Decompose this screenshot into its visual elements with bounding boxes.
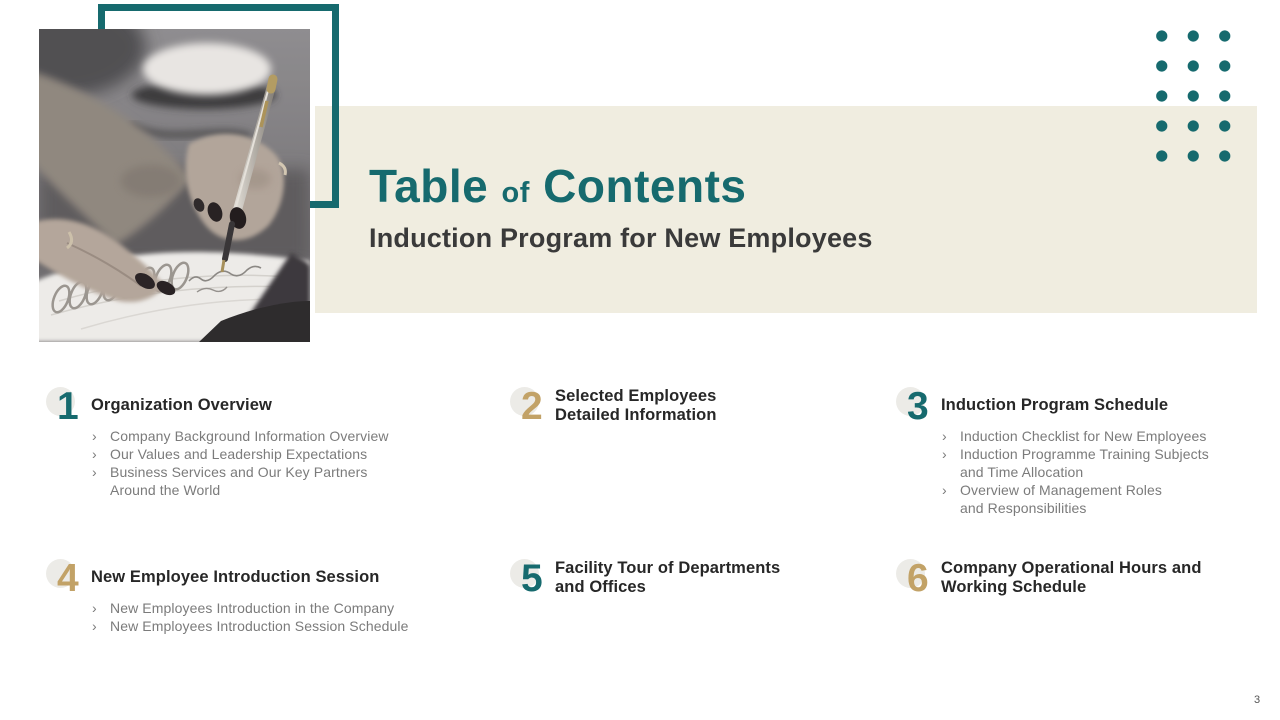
- subtopic-line: and Responsibilities: [960, 500, 1087, 516]
- toc-section-4: [46, 558, 408, 635]
- section-title-line: New Employee Introduction Session: [91, 568, 380, 586]
- section-title-line: Selected Employees: [555, 386, 717, 405]
- section-title-line: Detailed Information: [555, 405, 717, 424]
- subtopic-line: New Employees Introduction Session Schedule: [110, 618, 409, 634]
- section-number-wrap: [510, 558, 555, 600]
- chevron-bullet-icon: ›: [92, 428, 97, 444]
- section-number-wrap: [510, 386, 555, 428]
- subtopic-line: Our Values and Leadership Expectations: [110, 446, 368, 462]
- section-title-line: and Offices: [555, 577, 646, 596]
- section-subtopics: [941, 427, 1209, 517]
- subtopic-item: [91, 463, 389, 499]
- section-title-line: Induction Program Schedule: [941, 396, 1169, 414]
- chevron-bullet-icon: ›: [942, 482, 947, 498]
- section-number: 4: [57, 557, 79, 600]
- section-number-wrap: [46, 386, 91, 428]
- title-word-table: Table: [369, 160, 489, 212]
- dots-grid-decoration: [1146, 21, 1241, 171]
- section-title: [941, 558, 1202, 597]
- subtopic-line: Business Services and Our Key Partners: [110, 464, 368, 480]
- subtopic-line: New Employees Introduction in the Company: [110, 600, 395, 616]
- section-title: [941, 386, 1209, 425]
- subtopic-item: [941, 481, 1209, 517]
- subtopic-item: [941, 445, 1209, 481]
- toc-section-1: [46, 386, 389, 499]
- toc-section-6: [896, 558, 1202, 600]
- section-title: [555, 558, 780, 597]
- section-number: 5: [521, 557, 543, 600]
- hands-writing-photo: [39, 29, 310, 342]
- chevron-bullet-icon: ›: [92, 618, 97, 634]
- chevron-bullet-icon: ›: [92, 464, 97, 480]
- toc-section-5: [510, 558, 780, 600]
- section-number: 6: [907, 557, 929, 600]
- section-subtopics: [91, 427, 389, 499]
- subtopic-line: Company Background Information Overview: [110, 428, 389, 444]
- subtopic-item: [91, 617, 408, 635]
- subtopic-item: [941, 427, 1209, 445]
- toc-section-2: [510, 386, 717, 428]
- chevron-bullet-icon: ›: [92, 600, 97, 616]
- section-number: 2: [521, 385, 543, 428]
- section-title: [91, 386, 389, 425]
- section-number: 3: [907, 385, 929, 428]
- section-title-line: Facility Tour of Departments: [555, 558, 781, 577]
- section-number: 1: [57, 385, 79, 428]
- slide-header: [369, 160, 873, 254]
- section-title-line: Organization Overview: [91, 396, 272, 414]
- hands-writing-illustration: [39, 29, 310, 342]
- section-title-line: Working Schedule: [941, 577, 1087, 596]
- page-title: [369, 160, 873, 219]
- chevron-bullet-icon: ›: [942, 446, 947, 462]
- title-word-of: of: [501, 177, 530, 209]
- chevron-bullet-icon: ›: [942, 428, 947, 444]
- section-number-wrap: [896, 386, 941, 428]
- toc-section-3: [896, 386, 1209, 517]
- page-subtitle: Induction Program for New Employees: [369, 223, 873, 253]
- title-word-contents: Contents: [543, 160, 747, 212]
- subtopic-line: Induction Checklist for New Employees: [960, 428, 1207, 444]
- section-number-wrap: [896, 558, 941, 600]
- chevron-bullet-icon: ›: [92, 446, 97, 462]
- subtopic-item: [91, 445, 389, 463]
- section-number-wrap: [46, 558, 91, 600]
- subtopic-line: Induction Programme Training Subjects: [960, 446, 1209, 462]
- subtopic-line: and Time Allocation: [960, 464, 1084, 480]
- subtopic-item: [91, 427, 389, 445]
- page-number: 3: [1253, 694, 1261, 706]
- section-title: [555, 386, 717, 425]
- section-title-line: Company Operational Hours and: [941, 558, 1202, 577]
- section-subtopics: [91, 599, 408, 635]
- section-title: [91, 558, 408, 597]
- subtopic-item: [91, 599, 408, 617]
- subtopic-line: Overview of Management Roles: [960, 482, 1162, 498]
- subtopic-line: Around the World: [110, 482, 221, 498]
